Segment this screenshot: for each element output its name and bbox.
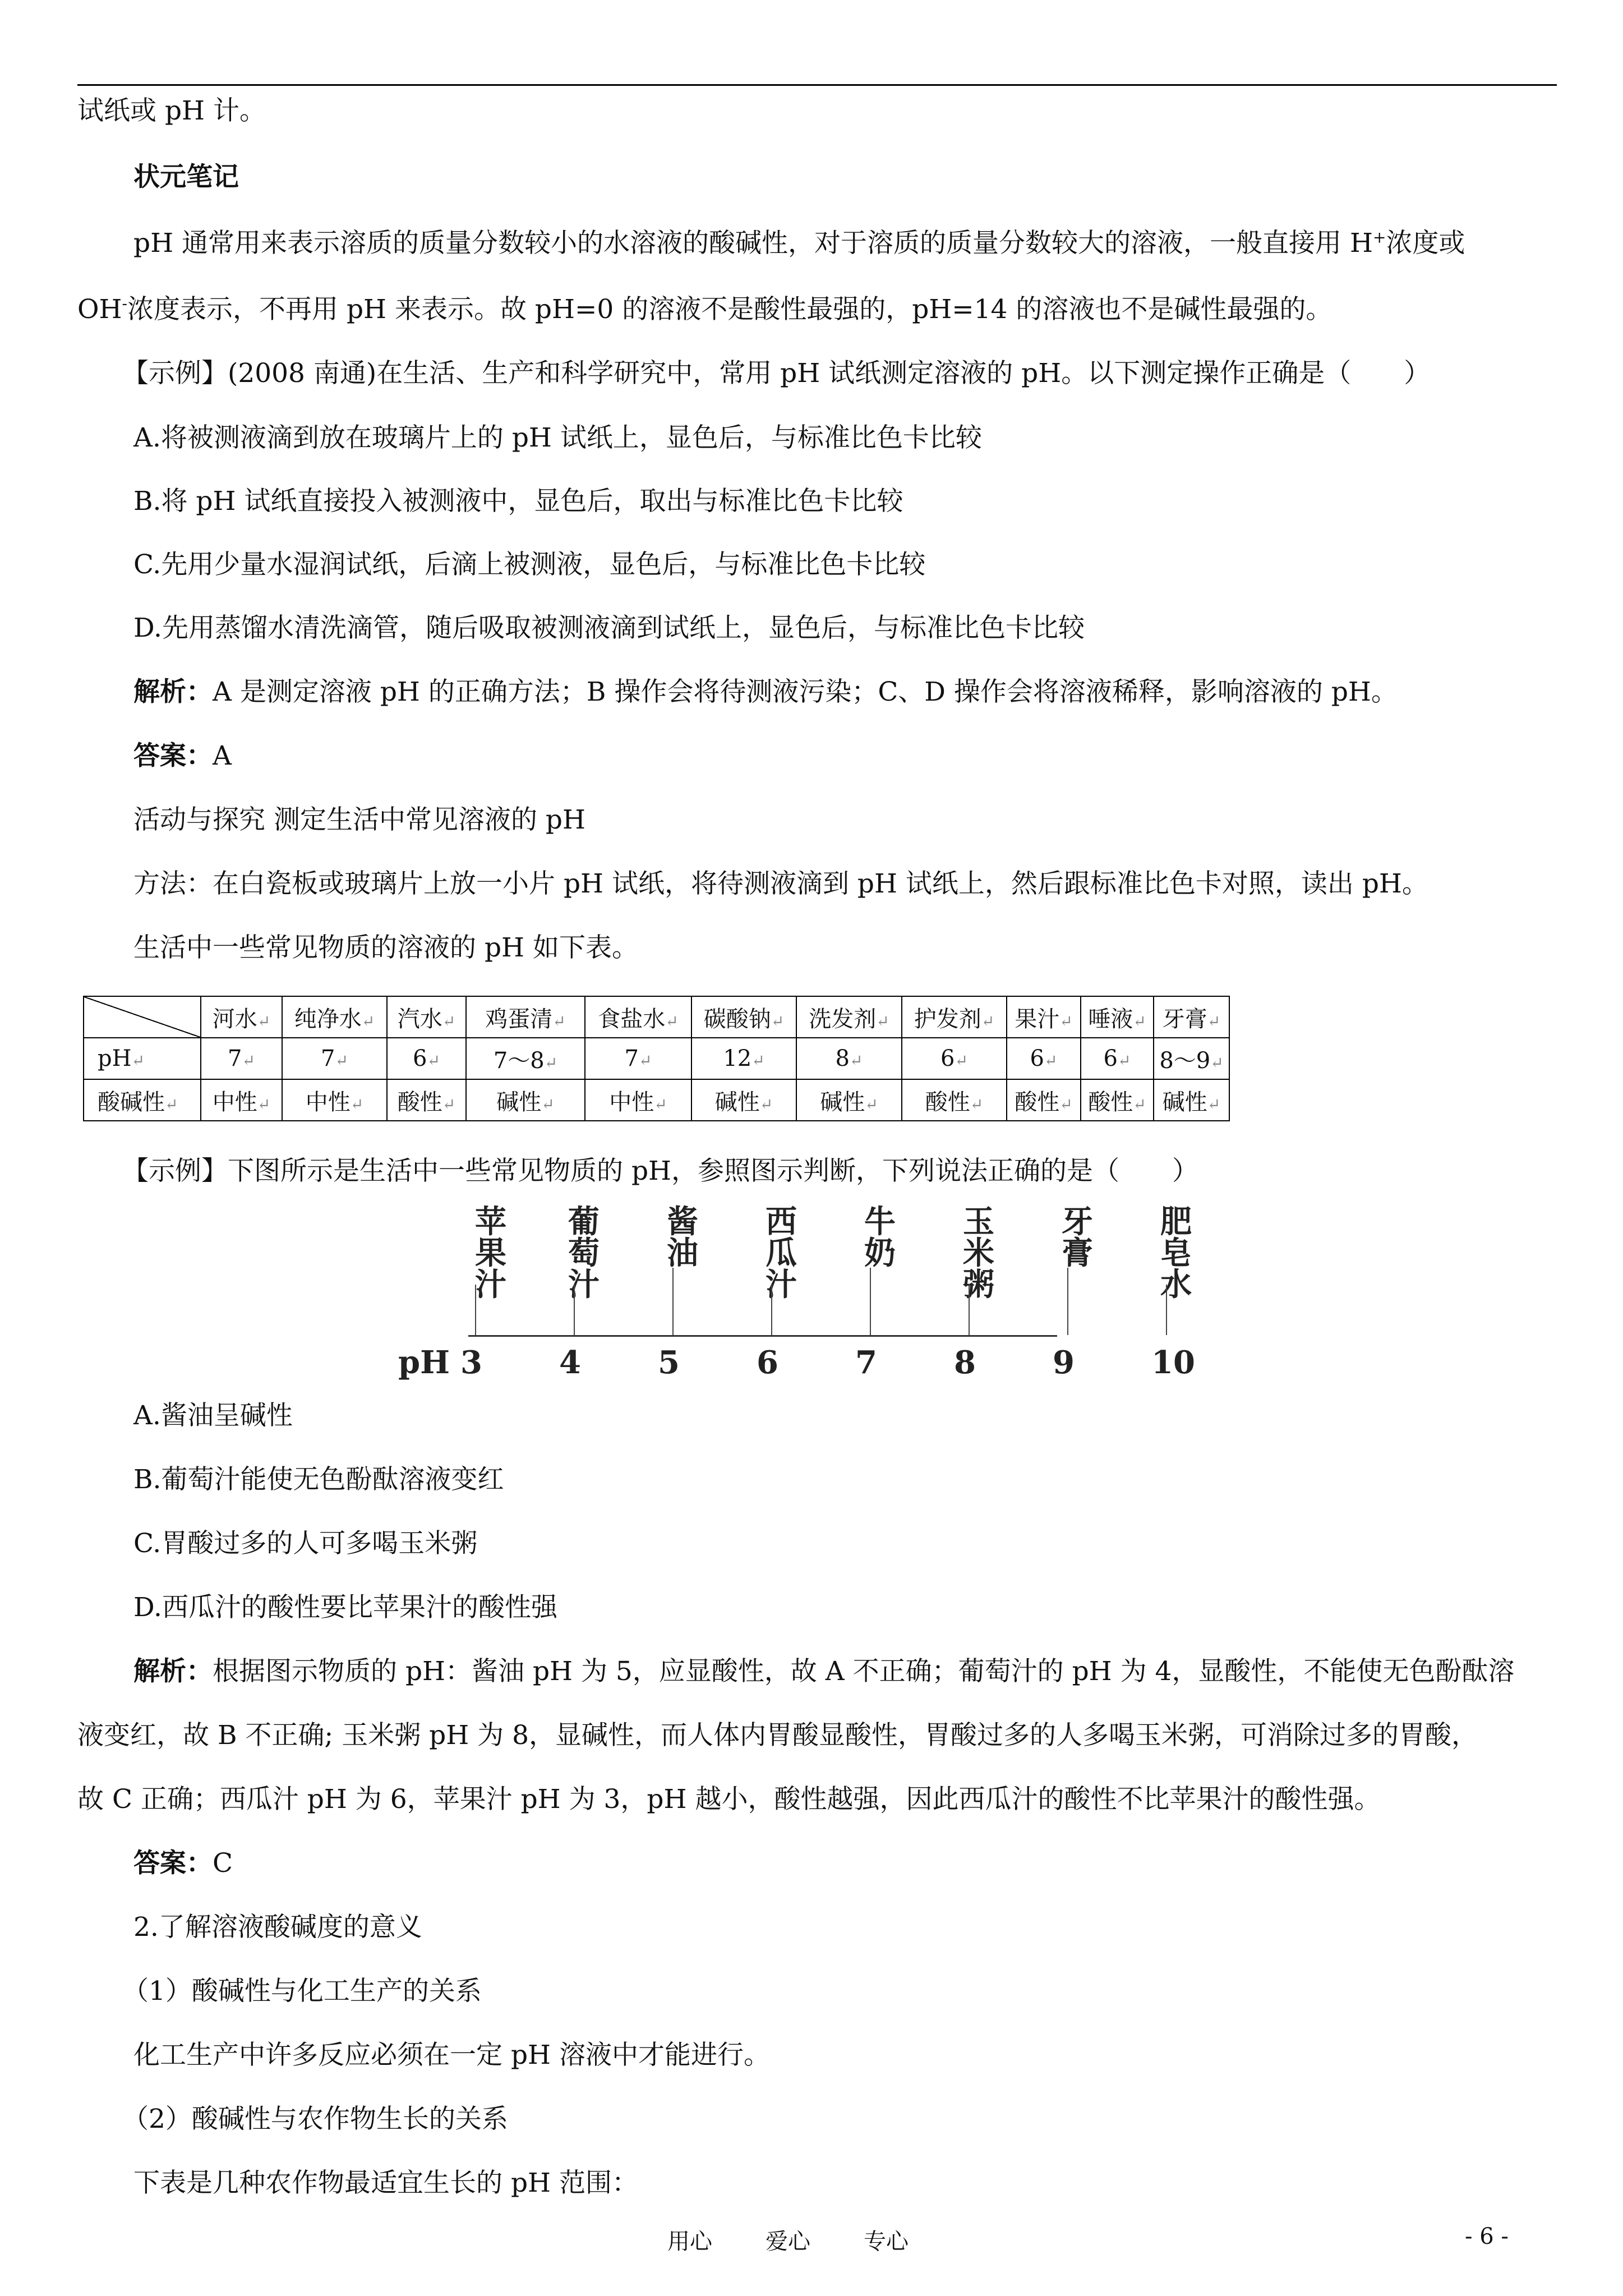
table-cell: 中性↵ xyxy=(282,1079,387,1121)
table-header-cell: 果汁↵ xyxy=(1007,996,1081,1038)
ph-tick-label: 10 xyxy=(1151,1344,1195,1381)
table-cell: 6↵ xyxy=(902,1038,1007,1079)
table-cell: 8↵ xyxy=(796,1038,902,1079)
example1-option-b: B.将 pH 试纸直接投入被测液中，显色后，取出与标准比色卡比较 xyxy=(133,486,903,517)
ph-item-char: 汁 xyxy=(766,1266,797,1303)
table-header-cell: 食盐水↵ xyxy=(585,996,691,1038)
ph-item-label xyxy=(471,1203,510,1303)
note-line-2 xyxy=(77,295,1332,324)
answer-value: C xyxy=(213,1848,233,1879)
ph-tick-label: 6 xyxy=(757,1344,778,1381)
section2-title: 2.了解溶液酸碱度的意义 xyxy=(133,1912,422,1943)
ph-tick-label: 7 xyxy=(855,1344,877,1381)
answer-label: 答案： xyxy=(133,740,213,771)
table-header-cell: 护发剂↵ xyxy=(902,996,1007,1038)
ph-item-tick xyxy=(1166,1285,1167,1335)
example1-stem: 【示例】(2008 南通)在生活、生产和科学研究中，常用 pH 试纸测定溶液的 pH。以下测定操作正确是（ ） xyxy=(122,358,1431,389)
superscript-plus: + xyxy=(1372,228,1386,247)
table-cell: 中性↵ xyxy=(585,1079,691,1121)
answer-label: 答案： xyxy=(133,1848,213,1879)
note-line-1-text: pH 通常用来表示溶质的质量分数较小的水溶液的酸碱性，对于溶质的质量分数较大的溶液，一般直接用 H xyxy=(133,228,1373,259)
ph-item-char: 酱 xyxy=(667,1203,698,1240)
section2-sub2-text: 下表是几种农作物最适宜生长的 pH 范围： xyxy=(133,2168,638,2198)
ph-item-tick xyxy=(1067,1268,1068,1335)
ph-item-tick xyxy=(969,1285,970,1335)
table-cell: 中性↵ xyxy=(201,1079,282,1121)
table-cell: 8～9↵ xyxy=(1154,1038,1229,1079)
table-nature-row xyxy=(84,1079,1229,1121)
table-cell: 7～8↵ xyxy=(466,1038,585,1079)
table-cell: 6↵ xyxy=(387,1038,466,1079)
table-corner-cell xyxy=(84,996,201,1038)
note-line-2-text: OH xyxy=(77,294,122,325)
ph-tick-label: 5 xyxy=(658,1344,680,1381)
ph-item-char: 水 xyxy=(1160,1266,1192,1303)
ph-item-char: 汁 xyxy=(568,1266,600,1303)
table-header-cell: 碳酸钠↵ xyxy=(691,996,796,1038)
section2-sub1: （1）酸碱性与化工生产的关系 xyxy=(122,1976,482,2007)
analysis-label: 解析： xyxy=(133,1656,213,1687)
table-cell: 碱性↵ xyxy=(796,1079,902,1121)
table-row-label: 酸碱性↵ xyxy=(84,1079,201,1121)
example2-option-b: B.葡萄汁能使无色酚酞溶液变红 xyxy=(133,1464,504,1495)
analysis-text: 根据图示物质的 pH：酱油 pH 为 5，应显酸性，故 A 不正确；葡萄汁的 pH 为 4，显酸性，不能使无色酚酞溶 xyxy=(213,1656,1515,1687)
ph-item-char: 葡 xyxy=(568,1203,600,1240)
ph-item-char: 汁 xyxy=(475,1266,506,1303)
ph-item-label xyxy=(564,1203,603,1303)
table-cell: 碱性↵ xyxy=(1154,1079,1229,1121)
table-cell: 7↵ xyxy=(282,1038,387,1079)
ph-tick-label: 9 xyxy=(1053,1344,1075,1381)
table-cell: 6↵ xyxy=(1081,1038,1154,1079)
ph-item-char: 牛 xyxy=(864,1203,896,1240)
ph-item-label xyxy=(860,1203,900,1272)
ph-item-char: 苹 xyxy=(475,1203,506,1240)
footer-motto-3: 专心 xyxy=(864,2229,909,2254)
note-line-1 xyxy=(133,229,1465,258)
top-continuation: 试纸或 pH 计。 xyxy=(77,95,266,126)
example2-analysis-line-3: 故 C 正确；西瓜汁 pH 为 6，苹果汁 pH 为 3，pH 越小，酸性越强，因此西瓜汁的酸性不比苹果汁的酸性强。 xyxy=(77,1784,1381,1815)
ph-item-tick xyxy=(475,1285,476,1335)
table-cell: 6↵ xyxy=(1007,1038,1081,1079)
answer-value: A xyxy=(213,740,232,771)
ph-item-char: 肥 xyxy=(1160,1203,1192,1240)
table-header-cell: 纯净水↵ xyxy=(282,996,387,1038)
note-heading: 状元笔记 xyxy=(133,162,239,192)
example1-option-c: C.先用少量水湿润试纸，后滴上被测液，显色后，与标准比色卡比较 xyxy=(133,549,926,580)
activity-method: 方法：在白瓷板或玻璃片上放一小片 pH 试纸，将待测液滴到 pH 试纸上，然后跟标准比色卡对照，读出 pH。 xyxy=(133,868,1428,899)
table-cell: 酸性↵ xyxy=(1081,1079,1154,1121)
ph-item-label xyxy=(1058,1203,1097,1272)
ph-item-char: 膏 xyxy=(1062,1235,1093,1272)
table-header-row xyxy=(84,996,1229,1038)
table-header-cell: 唾液↵ xyxy=(1081,996,1154,1038)
table-cell: 酸性↵ xyxy=(1007,1079,1081,1121)
ph-item-char: 皂 xyxy=(1160,1235,1192,1272)
example2-option-a: A.酱油呈碱性 xyxy=(133,1400,293,1431)
ph-tick-label: 3 xyxy=(460,1344,482,1381)
ph-tick-label: 8 xyxy=(954,1344,976,1381)
ph-item-tick xyxy=(771,1285,772,1335)
table-cell: 12↵ xyxy=(691,1038,796,1079)
table-cell: 7↵ xyxy=(585,1038,691,1079)
ph-item-tick xyxy=(870,1268,871,1335)
header-rule xyxy=(77,84,1557,86)
table-row-label: pH↵ xyxy=(84,1038,201,1079)
ph-scale-baseline xyxy=(468,1335,1057,1337)
ph-item-char: 油 xyxy=(667,1235,698,1272)
table-header-cell: 汽水↵ xyxy=(387,996,466,1038)
example2-option-c: C.胃酸过多的人可多喝玉米粥 xyxy=(133,1528,478,1559)
ph-item-tick xyxy=(672,1268,674,1335)
table-cell: 碱性↵ xyxy=(466,1079,585,1121)
ph-tick-label: 4 xyxy=(559,1344,581,1381)
page-number: - 6 - xyxy=(1465,2224,1509,2249)
ph-item-char: 粥 xyxy=(963,1266,994,1303)
ph-item-char: 果 xyxy=(475,1235,506,1272)
ph-item-char: 米 xyxy=(963,1235,994,1272)
example2-analysis-line-2: 液变红，故 B 不正确; 玉米粥 pH 为 8，显碱性，而人体内胃酸显酸性，胃酸过多的人多喝玉米粥，可消除过多的胃酸， xyxy=(77,1720,1478,1751)
example2-option-d: D.西瓜汁的酸性要比苹果汁的酸性强 xyxy=(133,1592,557,1623)
table-cell: 碱性↵ xyxy=(691,1079,796,1121)
note-line-1-tail: 浓度或 xyxy=(1386,228,1465,259)
ph-item-char: 瓜 xyxy=(766,1235,797,1272)
table-intro: 生活中一些常见物质的溶液的 pH 如下表。 xyxy=(133,932,638,963)
section2-sub1-text: 化工生产中许多反应必须在一定 pH 溶液中才能进行。 xyxy=(133,2040,770,2070)
activity-title: 活动与探究 测定生活中常见溶液的 pH xyxy=(133,804,585,835)
example1-analysis xyxy=(133,678,1398,707)
example1-option-d: D.先用蒸馏水清洗滴管，随后吸取被测液滴到试纸上，显色后，与标准比色卡比较 xyxy=(133,613,1085,643)
ph-scale-figure xyxy=(393,1203,1245,1391)
ph-item-label xyxy=(663,1203,702,1272)
table-cell: 7↵ xyxy=(201,1038,282,1079)
ph-item-char: 玉 xyxy=(963,1203,994,1240)
section2-sub2: （2）酸碱性与农作物生长的关系 xyxy=(122,2104,508,2134)
ph-item-char: 萄 xyxy=(568,1235,600,1272)
ph-item-label xyxy=(762,1203,801,1303)
table-header-cell: 河水↵ xyxy=(201,996,282,1038)
table-header-cell: 洗发剂↵ xyxy=(796,996,902,1038)
example1-answer xyxy=(133,742,232,771)
ph-axis-label: pH xyxy=(398,1344,450,1381)
ph-item-tick xyxy=(574,1285,575,1335)
analysis-label: 解析： xyxy=(133,677,213,707)
example1-option-a: A.将被测液滴到放在玻璃片上的 pH 试纸上，显色后，与标准比色卡比较 xyxy=(133,422,982,453)
table-cell: 酸性↵ xyxy=(902,1079,1007,1121)
table-header-cell: 牙膏↵ xyxy=(1154,996,1229,1038)
ph-item-char: 牙 xyxy=(1062,1203,1093,1240)
example2-analysis-line-1 xyxy=(133,1657,1514,1686)
example2-stem: 【示例】下图所示是生活中一些常见物质的 pH，参照图示判断，下列说法正确的是（ ） xyxy=(122,1156,1199,1186)
note-line-2-tail: 浓度表示，不再用 pH 来表示。故 pH=0 的溶液不是酸性最强的，pH=14 的溶液也不是碱性最强的。 xyxy=(127,294,1332,325)
ph-item-label xyxy=(959,1203,998,1303)
footer-motto-2: 爱心 xyxy=(766,2229,810,2254)
superscript-minus: - xyxy=(122,294,127,313)
footer-motto-1: 用心 xyxy=(667,2229,712,2254)
example2-answer xyxy=(133,1849,233,1878)
table-cell: 酸性↵ xyxy=(387,1079,466,1121)
table-ph-row xyxy=(84,1038,1229,1079)
ph-item-label xyxy=(1156,1203,1196,1303)
ph-table xyxy=(83,996,1230,1121)
ph-item-char: 西 xyxy=(766,1203,797,1240)
ph-item-char: 奶 xyxy=(864,1235,896,1272)
table-header-cell: 鸡蛋清↵ xyxy=(466,996,585,1038)
analysis-text: A 是测定溶液 pH 的正确方法；B 操作会将待测液污染；C、D 操作会将溶液稀释，影响溶液的 pH。 xyxy=(213,677,1398,707)
